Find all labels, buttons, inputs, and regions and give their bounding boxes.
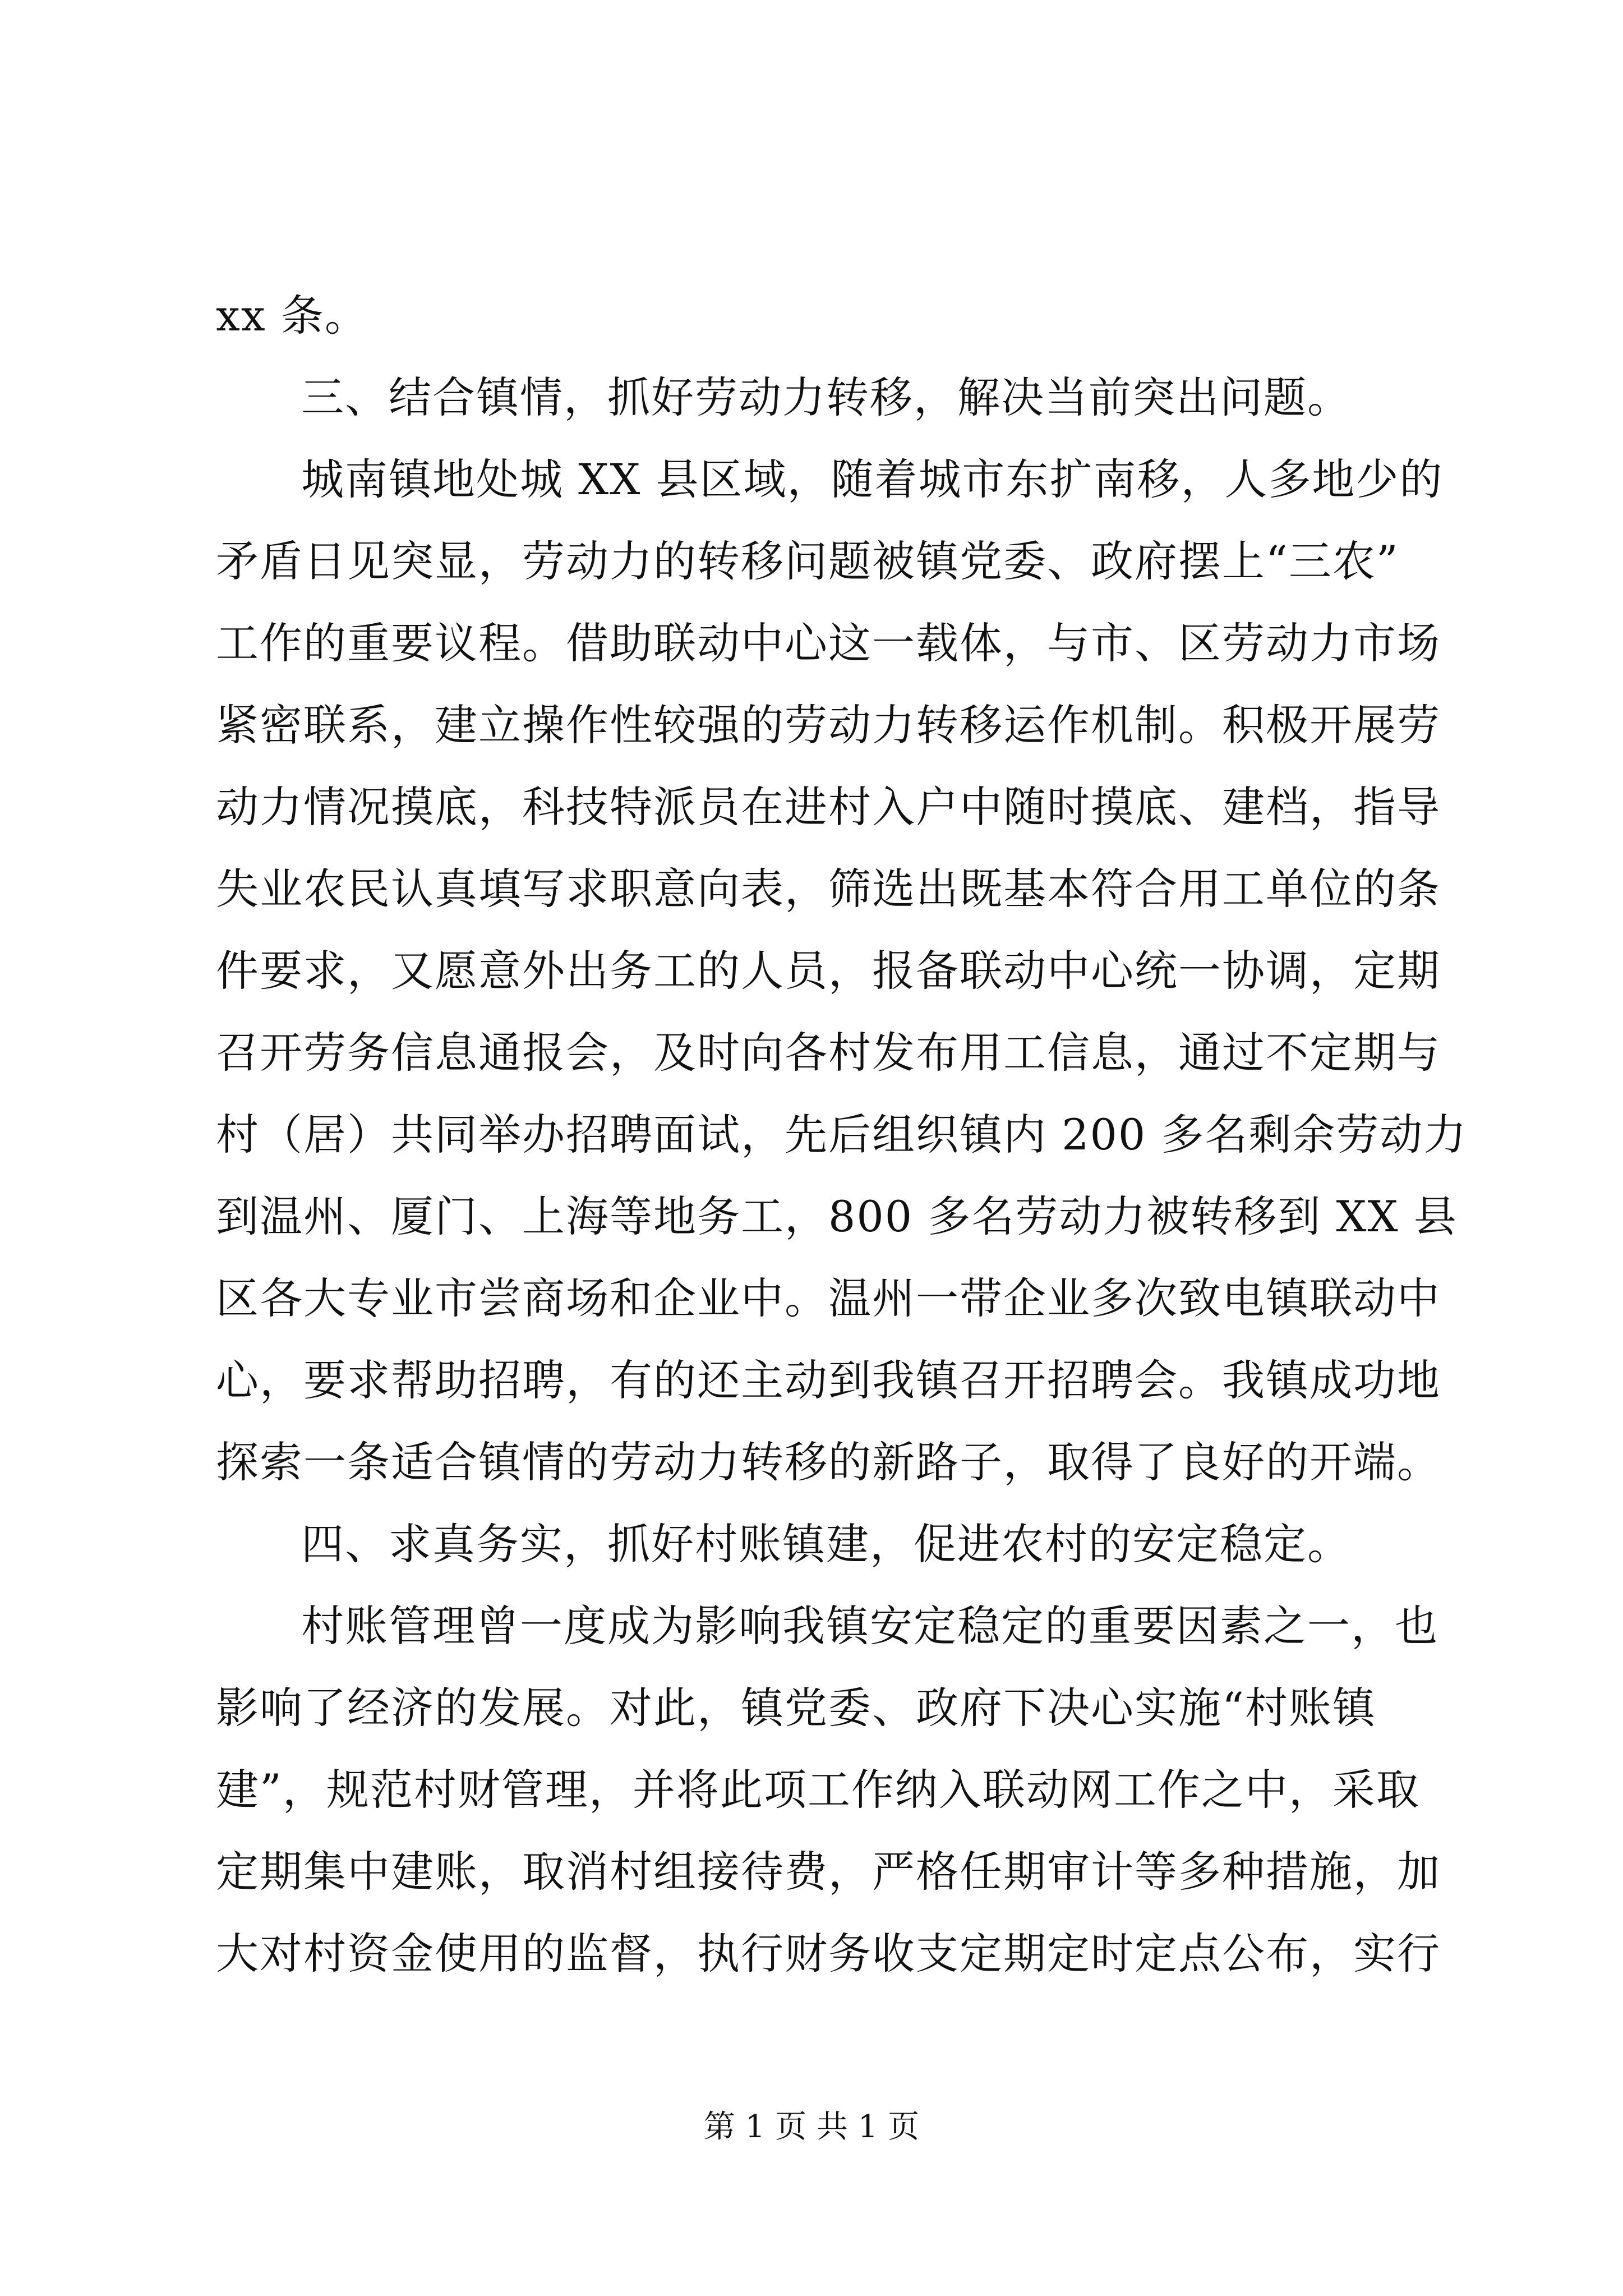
text-line: 心，要求帮助招聘，有的还主动到我镇召开招聘会。我镇成功地 xyxy=(216,1355,1441,1405)
page-footer: 第 1 页 共 1 页 xyxy=(703,2109,920,2145)
text-line: 大对村资金使用的监督，执行财务收支定期定时定点公布，实行 xyxy=(216,1929,1441,1978)
text-line: 到温州、厦门、上海等地务工，800 多名劳动力被转移到 XX 县 xyxy=(216,1191,1458,1241)
section-heading-3: 三、结合镇情，抓好劳动力转移，解决当前突出问题。 xyxy=(301,372,1351,422)
text-line: 城南镇地处城 XX 县区域，随着城市东扩南移，人多地少的 xyxy=(301,454,1444,504)
text-line: 矛盾日见突显，劳动力的转移问题被镇党委、政府摆上“三农” xyxy=(216,536,1399,586)
text-line: 召开劳务信息通报会，及时向各村发布用工信息，通过不定期与 xyxy=(216,1028,1441,1078)
text-line: 探索一条适合镇情的劳动力转移的新路子，取得了良好的开端。 xyxy=(216,1437,1441,1487)
text-line: 影响了经济的发展。对此，镇党委、政府下决心实施“村账镇 xyxy=(216,1683,1376,1733)
text-line: 动力情况摸底，科技特派员在进村入户中随时摸底、建档，指导 xyxy=(216,782,1441,832)
text-line: xx 条。 xyxy=(216,291,368,341)
text-line: 紧密联系，建立操作性较强的劳动力转移运作机制。积极开展劳 xyxy=(216,700,1441,750)
text-line: 定期集中建账，取消村组接待费，严格任期审计等多种措施，加 xyxy=(216,1847,1441,1897)
text-line: 村账管理曾一度成为影响我镇安定稳定的重要因素之一，也 xyxy=(301,1601,1438,1651)
text-line: 村（居）共同举办招聘面试，先后组织镇内 200 多名剩余劳动力 xyxy=(216,1110,1468,1159)
text-line: 件要求，又愿意外出务工的人员，报备联动中心统一协调，定期 xyxy=(216,946,1441,996)
text-line: 工作的重要议程。借助联动中心这一载体，与市、区劳动力市场 xyxy=(216,618,1441,668)
text-line: 失业农民认真填写求职意向表，筛选出既基本符合用工单位的条 xyxy=(216,864,1441,914)
text-line: 建”，规范村财管理，并将此项工作纳入联动网工作之中，采取 xyxy=(216,1765,1420,1815)
document-body xyxy=(216,275,1468,1995)
section-heading-4: 四、求真务实，抓好村账镇建，促进农村的安定稳定。 xyxy=(301,1519,1351,1569)
text-line: 区各大专业市尝商场和企业中。温州一带企业多次致电镇联动中 xyxy=(216,1273,1441,1323)
